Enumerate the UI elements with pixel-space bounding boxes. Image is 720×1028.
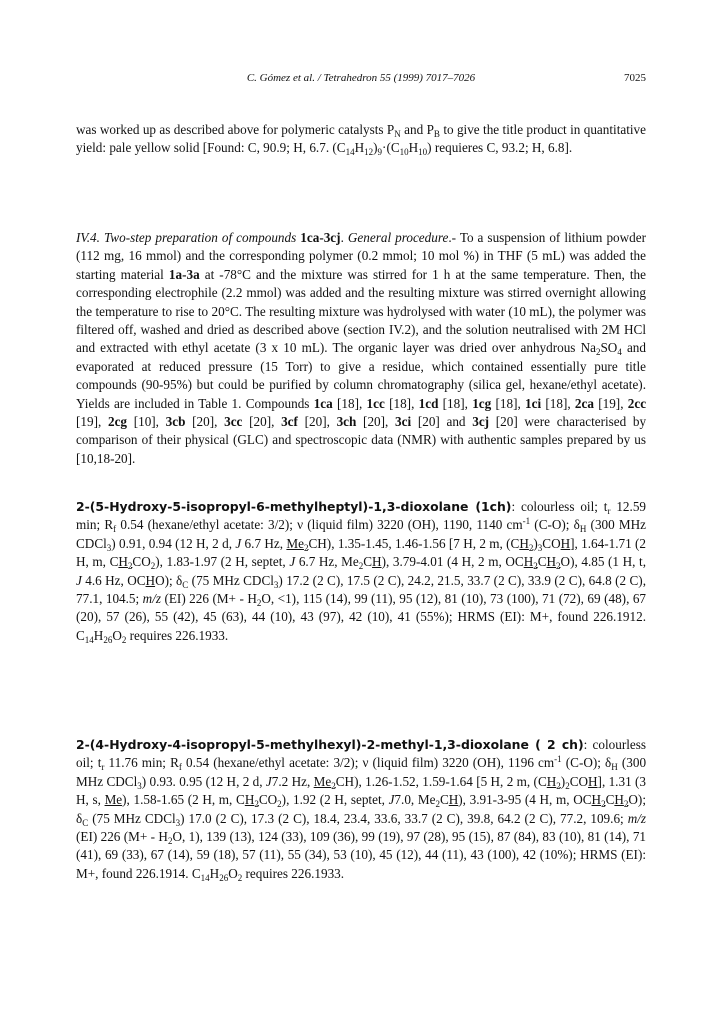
paragraph-general-procedure: IV.4. Two-step preparation of compounds 1ca-3cj. General procedure.- To a suspension of lithium powder (112 mg, 16 mmol) and the corresponding polymer (0.2 mmol; 10 mol %) in THF (5 mL) was added the starting material 1a-3a at -78°C and the mixture was stirred for 1 h at the same temperature. Then, the corresponding electrophile (2.2 mmol) was added and the resulting mixture was stirred overnight allowing the temperature to rise to 20°C. The resulting mixture was hydrolysed with water (10 mL), the polymer was filtered off, washed and dried as described above (section IV.2), and the solution neutralised with 2M HCl and extracted with ethyl acetate (3 x 10 mL). The organic layer was dried over anhydrous $Na_2SO_4$ and evaporated at reduced pressure (15 Torr) to give a residue, which contained essentially pure title compounds (90-95%) but could be purified by column chromatography (silica gel, hexane/ethyl acetate). Yields are included in Table 1. Compounds 1ca [18], 1cc [18], 1cd [18], 1cg [18], 1ci [18], 2ca [19], 2cc [19], 2cg [10], 3cb [20], 3cc [20], 3cf [20], 3ch [20], 3ci [20] and 3cj [20] were characterised by comparison of their physical (GLC) and spectroscopic data (NMR) with authentic samples prepared by us [10,18-20]. [76,230,647,466]
section-heading: IV.4. Two-step preparation of compounds [76,230,297,245]
page-number: 7025 [624,72,646,84]
page-header [76,72,646,88]
compound-name: 2-(4-Hydroxy-4-isopropyl-5-methylhexyl)-2-methyl-1,3-dioxolane ( 2 ch) [76,737,584,752]
compound-name: 2-(5-Hydroxy-5-isopropyl-6-methylheptyl)-1,3-dioxolane (1ch) [76,499,512,514]
running-head: C. Gómez et al. / Tetrahedron 55 (1999) 7017–7026 [246,72,476,84]
paragraph-polymer-catalyst: was worked up as described above for polymeric catalysts $P_N$ and $P_B$ to give the title product in quantitative yield: pale yellow solid [Found: C, 90.9; H, 6.7. $(C_{14}H_{12})_9\cdot(C_{10}H_{10})$ requieres C, 93.2; H, 6.8]. [76,122,646,158]
compound-entry-2ch: 2-(4-Hydroxy-4-isopropyl-5-methylhexyl)-2-methyl-1,3-dioxolane ( 2 ch): colourless oil; $t_r$ 11.76 min; $R_f$ 0.54 (hexane/ethyl acetate: 3/2); ν (liquid film) 3220 (OH), 1196 $cm^{-1}$ (C-O); $\delta_H$ (300 MHz CDCl$_3$) 0.93. 0.95 (12 H, 2 d, J7.2 Hz, $Me_2CH$), 1.26-1.52, 1.59-1.64 [5 H, 2 m, $(CH_2)_2COH$], 1.31 (3 H, s, Me), 1.58-1.65 (2 H, m, $CH_2CO_2$), 1.92 (2 H, septet, J7.0, $Me_2CH$), 3.91-3-95 (4 H, m, $OCH_2CH_2O$); $\delta_C$ (75 MHz CDCl$_3$) 17.0 (2 C), 17.3 (2 C), 18.4, 23.4, 33.6, 33.7 (2 C), 39.8, 64.2 (2 C), 77.2, 109.6; m/z (EI) 226 ($M+ - H_2O$, 1), 139 (13), 124 (33), 109 (36), 99 (19), 97 (28), 95 (15), 87 (84), 83 (10), 81 (14), 71 (41), 69 (33), 67 (14), 59 (18), 57 (11), 55 (34), 53 (10), 45 (12), 44 (11), 43 (100), 42 (10%); HRMS (EI): M+, found 226.1914. $C_{14}H_{26}O_2$ requires 226.1933. [76,737,647,883]
compound-entry-1ch: 2-(5-Hydroxy-5-isopropyl-6-methylheptyl)-1,3-dioxolane (1ch): colourless oil; $t_r$ 12.59 min; $R_f$ 0.54 (hexane/ethyl acetate: 3/2); ν (liquid film) 3220 (OH), 1190, 1140 $cm^{-1}$ (C-O); $\delta_H$ (300 MHz CDCl$_3$) 0.91, 0.94 (12 H, 2 d, J 6.7 Hz, $Me_2CH$), 1.35-1.45, 1.46-1.56 [7 H, 2 m, $(CH_2)_3COH$], 1.64-1.71 (2 H, m, $CH_2CO_2$), 1.83-1.97 (2 H, septet, J 6.7 Hz, $Me_2CH$), 3.79-4.01 (4 H, 2 m, $OCH_2CH_2O$), 4.85 (1 H, t, J 4.6 Hz, OCHO); $\delta_C$ (75 MHz CDCl$_3$) 17.2 (2 C), 17.5 (2 C), 24.2, 21.5, 33.7 (2 C), 33.9 (2 C), 64.8 (2 C), 77.1, 104.5; m/z (EI) 226 ($M+ - H_2O$, <1), 115 (14), 99 (11), 95 (12), 81 (10), 73 (100), 71 (72), 69 (48), 67 (20), 57 (26), 55 (42), 45 (63), 44 (10), 43 (97), 42 (10), 41 (55%); HRMS (EI): M+, found 226.1912. $C_{14}H_{26}O_2$ requires 226.1933. [76,499,647,645]
